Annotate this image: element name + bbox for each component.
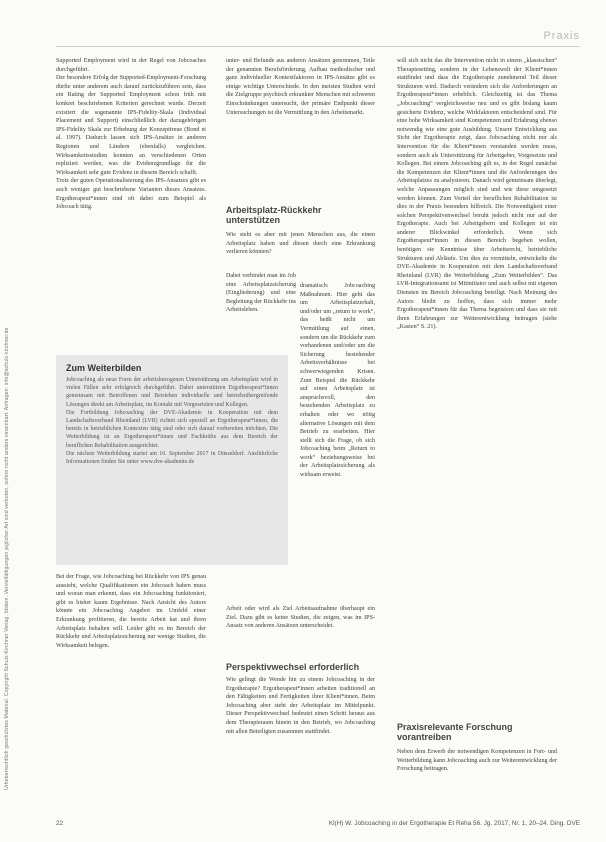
column-1-bottom bbox=[56, 573, 206, 793]
section-heading-return-to-work bbox=[226, 205, 375, 229]
section-heading-research bbox=[397, 722, 557, 746]
paragraph: Wie gelingt die Wende hin zu einem Jobcoaching in der Ergotherapie? Ergotherapeut*innen arbeiten traditionell an den Fähigkeiten und Fertigkeiten ihrer Klient*innen. Beim Jobcoaching aber steht der Arbeitsplatz im Mittelpunkt. Dieser Perspektivwechsel bedeutet einen Schritt heraus aus dem Therapieraum hinein in den Betrieb, wo Jobcoaching mit allen Beteiligten zusammen stattfindet. bbox=[226, 677, 375, 735]
paragraph: Die Fortbildung Jobcoaching der DVE-Akademie in Kooperation mit dem Landschaftsverband Rheinland (LVR) richtet sich speziell an Ergotherapeut*innen, die bereits in betrieblichen Kontexten tätig sind oder sich darauf vorbereiten möchten. Die Weiterbildung ist an Ergotherapeut*innen und Fachkräfte aus dem Bereich der beruflichen Rehabilitation ausgerichtet. bbox=[66, 409, 278, 449]
info-box-title: Zum Weiterbilden bbox=[66, 363, 142, 373]
paragraph: Neben dem Erwerb der notwendigen Kompetenzen in Fort- und Weiterbildung kann Jobcoaching auch zur Weiterentwicklung der Forschung beitragen. bbox=[397, 749, 557, 773]
paragraph: Supported Employment wird in der Regel von Jobcoaches durchgeführt. bbox=[56, 58, 206, 73]
citation: Kl(H) W. Jobcoaching in der Ergotherapie Et Reha 56. Jg. 2017, Nr. 1, 20–24. Ding. DVE bbox=[328, 820, 580, 827]
paragraph: Bei der Frage, wie Jobcoaching bei Rückkehr von IPS genau aussieht, welche Qualifikationen ein Jobcoach haben muss und woran man erkennt, dass ein Jobcoaching funktioniert, gibt es bisher kaum Ergebnisse. Nach Ansicht des Autors könnte ein Jobcoaching Angebot im Umfeld einer Erkrankung profitieren, die bereits Arbeit hat und ihren Arbeitsplatz behalten will. Leider gibt es im Bereich der Rückkehr und Arbeitsplatzsicherung nur wenige Studien, die Wirksamkeit belegen. bbox=[56, 574, 206, 649]
copyright-side-note bbox=[2, 30, 14, 790]
column-2-top bbox=[226, 57, 375, 197]
heading-text: Praxisrelevante Forschung vorantreiben bbox=[397, 722, 513, 742]
heading-text: Perspektivwechsel erforderlich bbox=[226, 662, 360, 672]
column-2-perspective-text bbox=[226, 676, 375, 796]
column-3-bottom bbox=[397, 748, 557, 798]
section-kicker: Praxis bbox=[543, 30, 580, 42]
header-rule bbox=[56, 46, 580, 47]
paragraph: Trotz der guten Operationalisierung des IPS-Ansatzes gibt es auch weniger gut beschriebene Varianten dieses Ansatzes. Ergotherapeut*innen sind oft dabei zum Beispiel als Jobcoach tätig. bbox=[56, 178, 206, 211]
paragraph: will sich nicht das die Intervention nicht in einem „klassischen“ Therapiesetting, sondern in der Lebenswelt der Klient*innen stattfindet und dass die Ergotherapie zunehmend Teil dieser Strukturen wird. Dadurch verändern sich die Anforderungen an Ergotherapeut*innen erheblich. Gleichzeitig ist das Thema „Jobcoaching“ vergleichsweise neu und es gibt bislang kaum gesicherte Evidenz, welche Wirkfaktoren entscheidend sind. Für eine hohe Wirksamkeit sind Kompetenzen und Erfahrung ebenso notwendig wie eine gute Ausbildung. Unsere Entwicklung aus Sicht der Ergotherapie zeigt, dass Jobcoaching nicht nur als Intervention für die Klient*innen verstanden werden muss, sondern auch als Unterstützung für Arbeitgeber, Vorgesetzte und Kollegen. Bei einem Jobcoaching gilt es, in der Regel zunächst die Kompetenzen der Klient*innen und die Anforderungen des Arbeitsplatzes zu analysieren. Danach wird gemeinsam überlegt, welche Anpassungen möglich sind und wie diese umgesetzt werden können. Zum Vorteil der beruflichen Rehabilitation ist dies in der Praxis besonders hilfreich. Die Notwendigkeit einer solchen Perspektivenwechsel beruht jedoch nicht nur auf der Ergotherapie. Auch bei Arbeitgebern und Kollegen ist ein anderer Blickwinkel erforderlich. Wenn sich Ergotherapeut*innen in diesen Bereich begeben wollen, benötigen sie Kenntnisse über Arbeitsrecht, betriebliche Strukturen und Abläufe. Um dies zu vermitteln, entwickelte die DVE-Akademie in Kooperation mit dem Landschaftsverband Rheinland (LVR) die Weiterbildung „Zum Weiterbilden“. Das LVR-Integrationsamt ist Mitinitiator und auch selbst mit eigenen Diensten im Bereich Jobcoaching beteiligt. Nach Meinung des Autors bleibt zu hoffen, dass sich immer mehr Ergotherapeut*innen für das Thema begeistern und dass sie mit ihren Erfahrungen zur Weiterentwicklung beitragen (siehe „Kasten“ S. 21). bbox=[397, 58, 557, 331]
column-3 bbox=[397, 57, 557, 797]
paragraph: Arbeit oder wird als Ziel Arbeitsaufnahme überhaupt ein Ziel. Dazu gibt es keine Studien, die zeigen, was im IPS-Ansatz von anderen Ansätzen unterscheidet. bbox=[226, 606, 375, 630]
side-note-text: Urheberrechtlich geschütztes Material. Copyright Schulz-Kirchner Verlag, Idstein. Vervielfältigungen jeglicher Art sind verboten, sofern nicht anders vereinbart. Anfragen: info@schulz-kirchner.de bbox=[4, 327, 10, 790]
paragraph: unter- und Befunde aus anderen Ansätzen genommen, Teile der genannten Berufsförderung, Aufbau methodischer und ganz individueller Kontextfaktoren in IPS-Ansätze gibt es einige wichtige Unterschiede. In den meisten Studien wird die Zielgruppe psychisch erkrankter Menschen mit schweren Einschränkungen untersucht, der primäre Endpunkt dieser Untersuchungen ist die Vermittlung in den Arbeitsmarkt. bbox=[226, 58, 375, 116]
paragraph: Der besondere Erfolg der Supported-Employment-Forschung dürfte unter anderem auch darauf zurückzuführen sein, dass ein Rating der Supported Employment schon früh mit konkret beschriebenen Kriterien gerechnet wurde. Derzeit existiert die sogenannte IPS-Fidelity-Skala (Individual Placement and Support) einschließlich der dazugehörigen IPS-Fidelity Skala zur Erhebung der Konzepttreue (Bond et al. 1997). Dadurch lassen sich IPS-Ansätze in anderen Regionen und Ländern (ebenfalls) vergleichen. Wirksamkeitsstudien konnten an verschiedenen Orten repliziert werden, was die Evidenzgrundlage für die Wirksamkeit sehr gute Evidenz in diesem Bereich schafft. bbox=[56, 75, 206, 176]
heading-text: Arbeitsplatz-Rückkehr unterstützen bbox=[226, 205, 322, 225]
column-2-paragraph bbox=[226, 231, 375, 271]
paragraph: Wie steht es aber mit jenen Menschen aus, die einen Arbeitsplatz haben und diesen durch eine Erkrankung verlieren könnten? bbox=[226, 232, 375, 256]
column-1-top bbox=[56, 57, 206, 357]
paragraph: Die nächste Weiterbildung startet am 16. September 2017 in Düsseldorf. Ausführliche Informationen finden Sie unter www.dve-akademie.de bbox=[66, 450, 278, 466]
section-heading-perspective bbox=[226, 662, 375, 676]
column-2-inset-text: Dabei verbindet man im Job eine Arbeitsplatzsicherung (Eingliederung) und eine Begleitung der Rückkehr ins Arbeitsleben. bbox=[226, 273, 296, 314]
paragraph: Jobcoaching als neue Form der arbeitsbezogenen Unterstützung am Arbeitsplatz wird in vielen Fällen sehr erfolgreich durchgeführt. Dabei unterstützen Ergotherapeut*innen gemeinsam mit Betroffenen und Betrieben individuelle und betriebsübergreifende Lösungen direkt am Arbeitsplatz, im Kontakt mit Vorgesetzten und Kollegen. bbox=[66, 377, 278, 408]
page-number: 22 bbox=[56, 820, 64, 827]
column-2-narrow-text: dramatisch: Jobcoaching Maßnahmen. Hier geht das um Arbeitsplatzerhalt, und/oder um „return to work“, das heißt nicht um Vermittlung auf einen, sondern um die Rückkehr zum vorhandenen und/oder um die Sicherung bestehender Arbeitsverhältnisse bei schwerwiegenden Krisen. Zum Beispiel die Rückkehr auf einen Arbeitsplatz ist anspruchsvoll, den bestehenden Arbeitsplatz zu erhalten oder wo nötig alternative Lösungen mit dem Betrieb zu erarbeiten. Hier stellt sich die Frage, ob sich Jobcoaching beim „Return to work“ beziehungsweise bei der Arbeitsplatzsicherung als wirksam erweist. bbox=[300, 283, 375, 479]
column-2-bottom-paragraph bbox=[226, 605, 375, 655]
info-box-body bbox=[66, 376, 278, 466]
